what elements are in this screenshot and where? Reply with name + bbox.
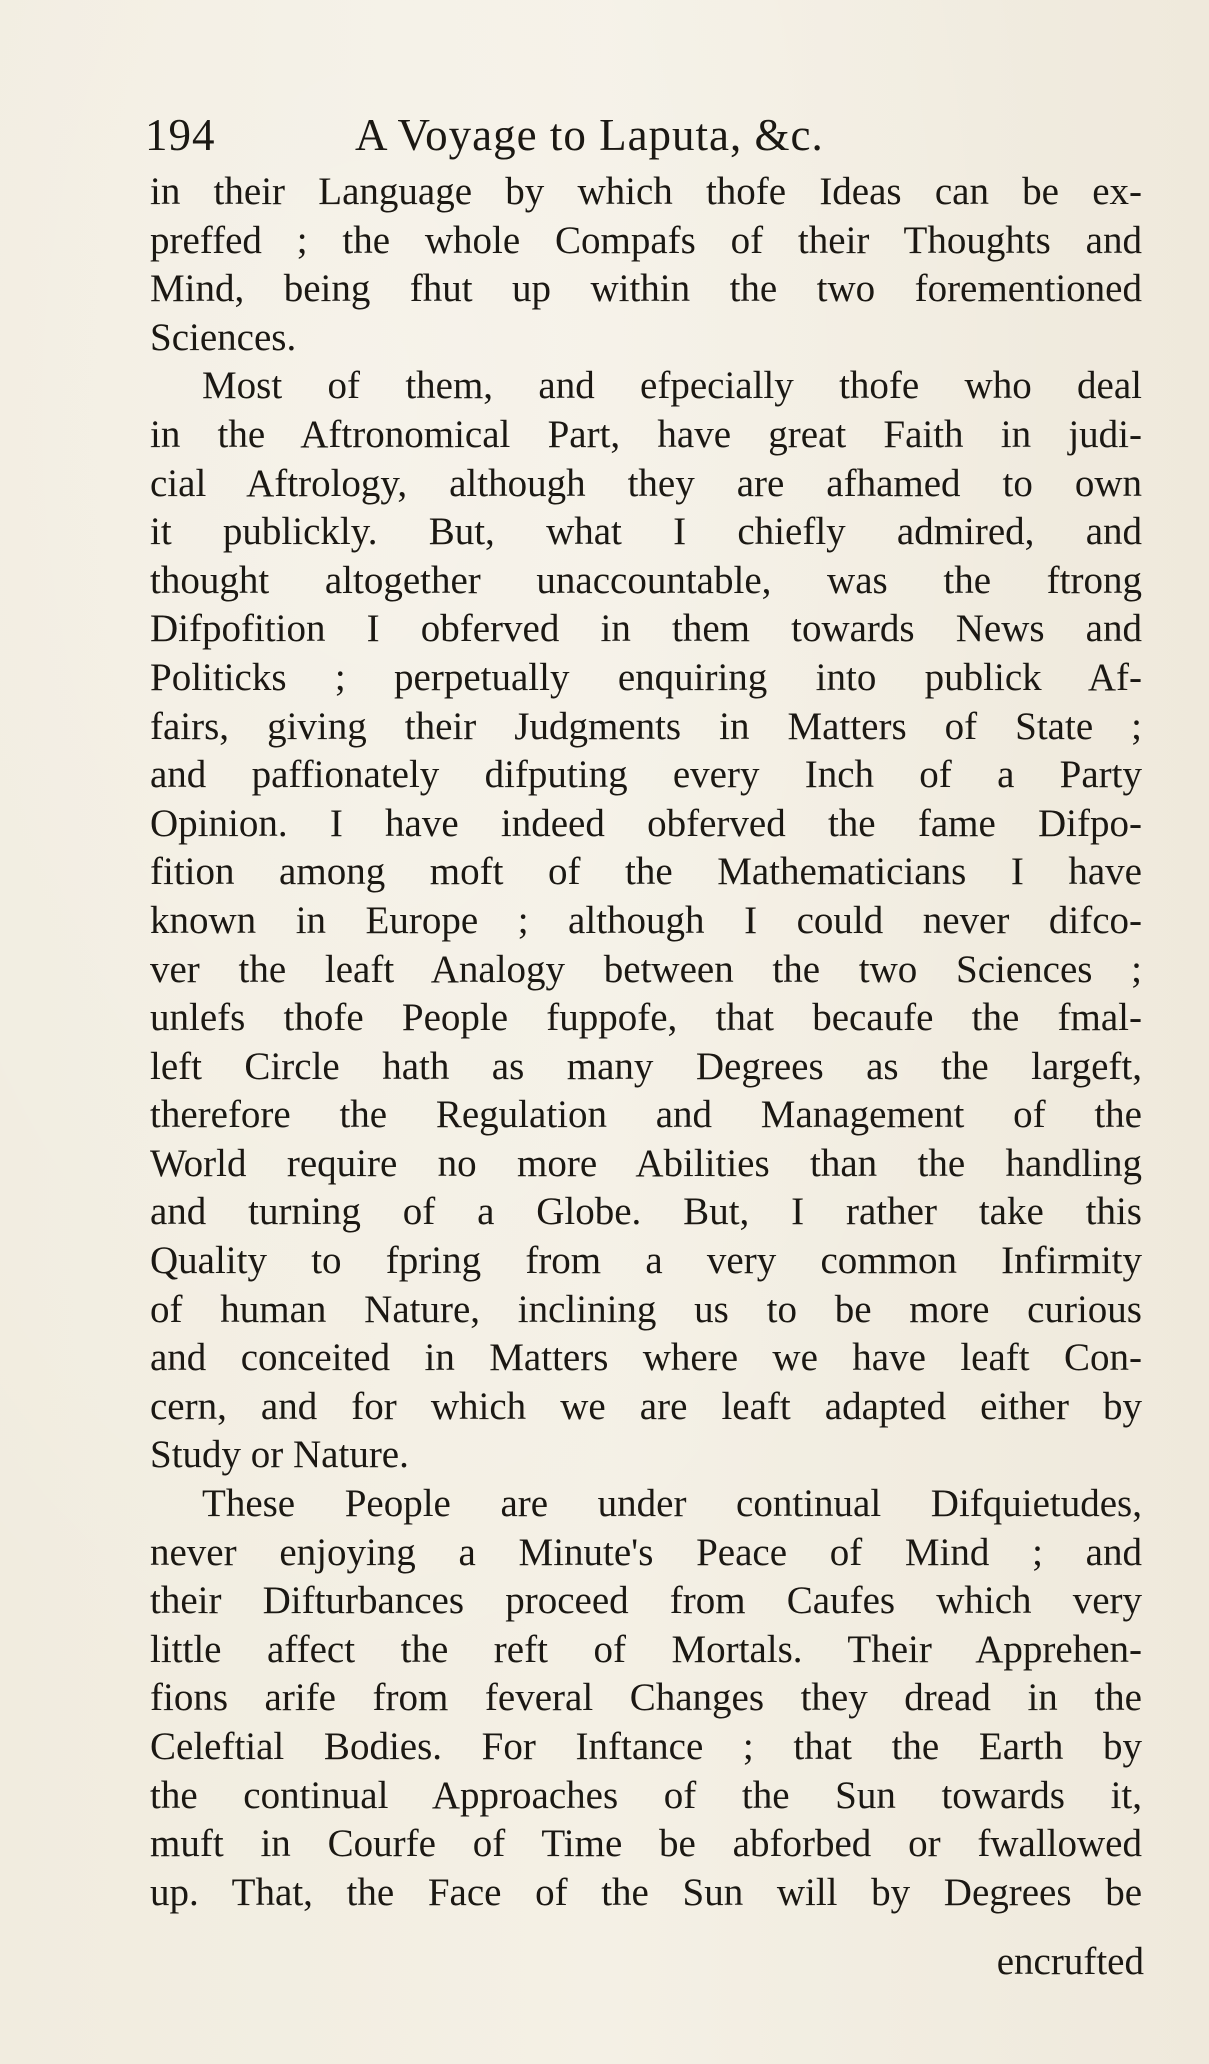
- text-line: fairs, giving their Judgments in Matters of State ;: [150, 704, 1142, 748]
- text-line: of human Nature, inclining us to be more curious: [150, 1287, 1142, 1331]
- text-line: fition among moft of the Mathematicians I have: [150, 850, 1142, 894]
- body-text: [150, 168, 1142, 1917]
- text-line: World require no more Abilities than the handling: [150, 1141, 1142, 1185]
- text-line: their Difturbances proceed from Caufes which very: [150, 1579, 1142, 1623]
- text-line: Quality to fpring from a very common Infirmity: [150, 1239, 1142, 1283]
- text-line: and paffionately difputing every Inch of a Party: [150, 753, 1142, 797]
- text-line: cern, and for which we are leaft adapted either by: [150, 1384, 1142, 1428]
- text-line: Opinion. I have indeed obferved the fame Difpo-: [150, 801, 1142, 845]
- text-line: Most of them, and efpecially thofe who deal: [202, 364, 1142, 408]
- text-line: ver the leaft Analogy between the two Sciences ;: [150, 947, 1142, 991]
- text-line: up. That, the Face of the Sun will by Degrees be: [150, 1870, 1142, 1914]
- text-line: unlefs thofe People fuppofe, that becaufe the fmal-: [150, 996, 1142, 1040]
- text-line: never enjoying a Minute's Peace of Mind ; and: [150, 1530, 1142, 1574]
- running-title: A Voyage to Laputa, &c.: [355, 110, 824, 160]
- text-line: thought altogether unaccountable, was the ftrong: [150, 558, 1142, 602]
- text-line: it publickly. But, what I chiefly admired, and: [150, 510, 1142, 554]
- text-line: and conceited in Matters where we have leaft Con-: [150, 1336, 1142, 1380]
- text-line: the continual Approaches of the Sun towards it,: [150, 1773, 1142, 1817]
- text-line: little affect the reft of Mortals. Their Apprehen-: [150, 1627, 1142, 1671]
- text-line: Difpofition I obferved in them towards News and: [150, 607, 1142, 651]
- text-line: Sciences.: [150, 315, 297, 359]
- text-line: muft in Courfe of Time be abforbed or fwallowed: [150, 1822, 1142, 1866]
- text-line: Politicks ; perpetually enquiring into publick Af-: [150, 655, 1142, 699]
- text-line: in the Aftronomical Part, have great Faith in judi-: [150, 412, 1142, 456]
- text-line: known in Europe ; although I could never difco-: [150, 898, 1142, 942]
- text-line: Celeftial Bodies. For Inftance ; that the Earth by: [150, 1725, 1142, 1768]
- page-number: 194: [145, 110, 216, 160]
- catchword: encrufted: [996, 1940, 1144, 1983]
- text-line: Mind, being fhut up within the two forementioned: [150, 267, 1142, 311]
- text-line: therefore the Regulation and Management of the: [150, 1093, 1142, 1137]
- text-line: preffed ; the whole Compafs of their Thoughts and: [150, 218, 1142, 262]
- text-line: left Circle hath as many Degrees as the largeft,: [150, 1044, 1142, 1088]
- text-line: fions arife from feveral Changes they dread in the: [150, 1676, 1142, 1720]
- page-header: [145, 100, 1145, 170]
- text-line: These People are under continual Difquietudes,: [202, 1482, 1142, 1526]
- text-line: in their Language by which thofe Ideas can be ex-: [150, 170, 1142, 213]
- text-line: cial Aftrology, although they are afhamed to own: [150, 461, 1142, 505]
- text-line: and turning of a Globe. But, I rather take this: [150, 1190, 1142, 1234]
- text-line: Study or Nature.: [150, 1433, 409, 1477]
